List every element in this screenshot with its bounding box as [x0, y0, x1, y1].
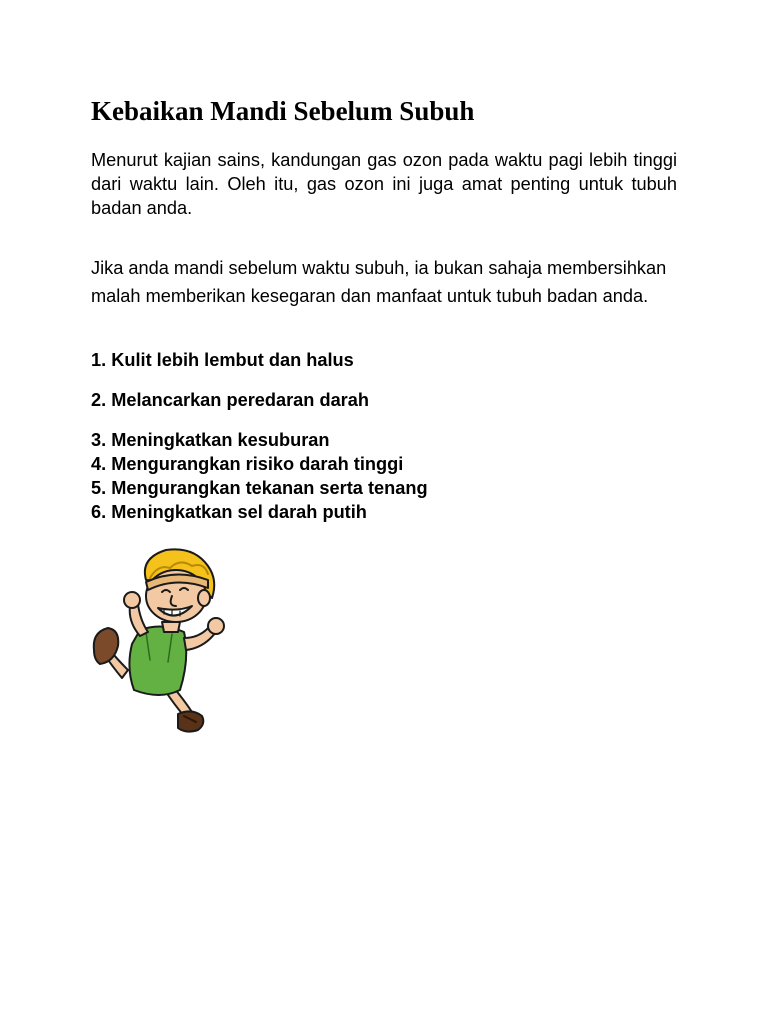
document-title: Kebaikan Mandi Sebelum Subuh	[91, 96, 475, 126]
cartoon-running-boy-illustration	[88, 540, 238, 740]
benefit-item-1: 1. Kulit lebih lembut dan halus	[91, 350, 354, 370]
second-paragraph: Jika anda mandi sebelum waktu subuh, ia bukan sahaja membersihkan malah memberikan kesegaran dan manfaat untuk tubuh badan anda.	[91, 258, 667, 306]
intro-paragraph: Menurut kajian sains, kandungan gas ozon pada waktu pagi lebih tinggi dari waktu lain. Oleh itu, gas ozon ini juga amat penting untuk tubuh badan anda.	[91, 150, 677, 218]
benefit-item-4: 4. Mengurangkan risiko darah tinggi	[91, 454, 404, 474]
benefit-item-2: 2. Melancarkan peredaran darah	[91, 390, 369, 410]
benefit-item-3: 3. Meningkatkan kesuburan	[91, 430, 330, 450]
benefit-item-6: 6. Meningkatkan sel darah putih	[91, 502, 367, 522]
benefit-item-5: 5. Mengurangkan tekanan serta tenang	[91, 478, 428, 498]
